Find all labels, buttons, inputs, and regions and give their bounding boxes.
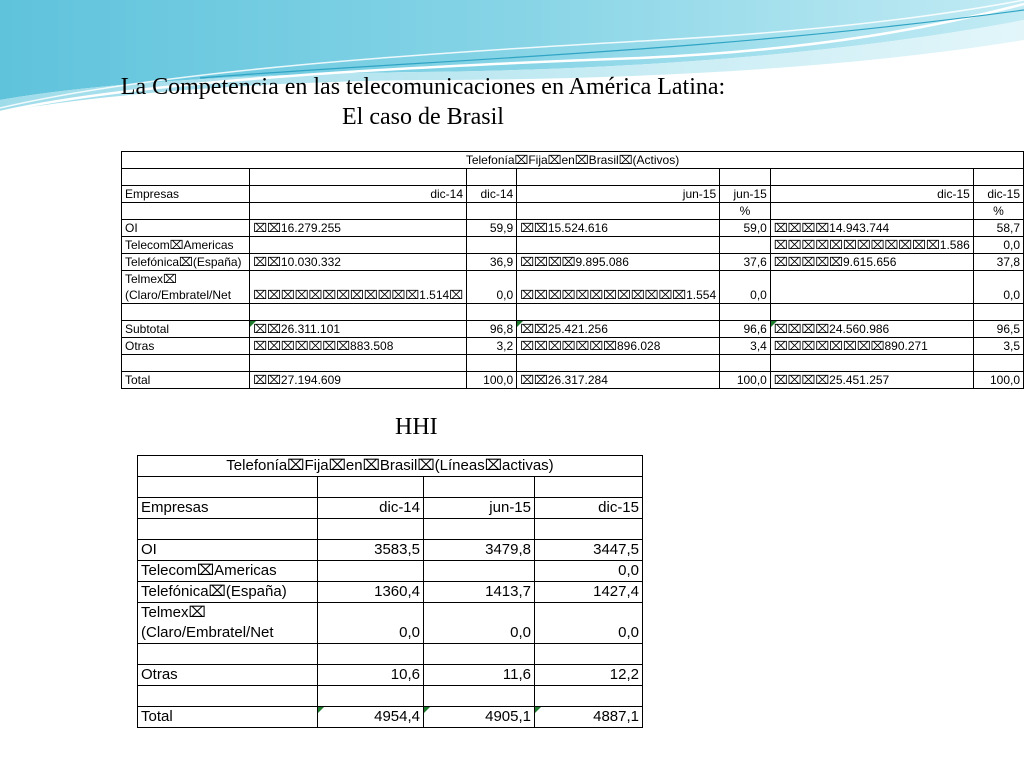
header-cell: dic-15 xyxy=(535,498,643,519)
table-row xyxy=(138,582,643,603)
pct-cell xyxy=(720,237,771,254)
value-cell: ⌧⌧⌧⌧⌧⌧⌧⌧890.271 xyxy=(770,338,973,355)
pct-cell: 59,0 xyxy=(720,220,771,237)
header-cell: dic-14 xyxy=(467,186,517,203)
company-cell: Total xyxy=(122,372,250,389)
table-caption: Telefonía⌧Fija⌧en⌧Brasil⌧(Líneas⌧activas) xyxy=(138,456,643,477)
value-cell: ⌧⌧25.421.256 xyxy=(517,321,720,338)
hhi-cell xyxy=(318,561,424,582)
value-cell: ⌧⌧⌧⌧⌧⌧⌧⌧⌧⌧⌧⌧1.514⌧ xyxy=(250,271,467,304)
table-row xyxy=(122,372,1024,389)
header-cell: Empresas xyxy=(122,186,250,203)
pct-label: % xyxy=(973,203,1023,220)
hhi-cell: 0,0 xyxy=(535,561,643,582)
value-cell xyxy=(250,237,467,254)
pct-cell: 37,8 xyxy=(973,254,1023,271)
table-row xyxy=(138,707,643,728)
hhi-cell: 0,0 xyxy=(424,603,535,644)
value-cell: ⌧⌧27.194.609 xyxy=(250,372,467,389)
value-cell: ⌧⌧⌧⌧14.943.744 xyxy=(770,220,973,237)
hhi-cell: 3447,5 xyxy=(535,540,643,561)
hhi-cell: 3583,5 xyxy=(318,540,424,561)
hhi-heading: HHI xyxy=(395,414,438,440)
hhi-cell xyxy=(424,561,535,582)
table-row xyxy=(122,338,1024,355)
pct-cell: 59,9 xyxy=(467,220,517,237)
blank-row xyxy=(138,477,643,498)
blank-row xyxy=(122,355,1024,372)
pct-row xyxy=(122,203,1024,220)
pct-cell: 36,9 xyxy=(467,254,517,271)
company-cell: OI xyxy=(138,540,318,561)
table-row xyxy=(138,540,643,561)
value-cell xyxy=(770,271,973,304)
value-cell: ⌧⌧⌧⌧25.451.257 xyxy=(770,372,973,389)
table-row xyxy=(138,603,643,644)
value-cell: ⌧⌧15.524.616 xyxy=(517,220,720,237)
slide-title-line2: El caso de Brasil xyxy=(342,104,504,130)
pct-cell: 3,4 xyxy=(720,338,771,355)
value-cell: ⌧⌧⌧⌧⌧⌧⌧883.508 xyxy=(250,338,467,355)
company-cell: Otras xyxy=(138,665,318,686)
pct-cell: 0,0 xyxy=(973,237,1023,254)
blank-row xyxy=(138,686,643,707)
company-cell: Telefónica⌧(España) xyxy=(138,582,318,603)
hhi-cell: 1360,4 xyxy=(318,582,424,603)
blank-row xyxy=(138,519,643,540)
table-row xyxy=(122,220,1024,237)
value-cell: ⌧⌧⌧⌧⌧⌧⌧896.028 xyxy=(517,338,720,355)
value-cell: ⌧⌧⌧⌧⌧⌧⌧⌧⌧⌧⌧⌧1.586 xyxy=(770,237,973,254)
hhi-cell: 1427,4 xyxy=(535,582,643,603)
table-row xyxy=(138,561,643,582)
pct-cell: 37,6 xyxy=(720,254,771,271)
slide-title-line1: La Competencia en las telecomunicaciones en América Latina: xyxy=(120,74,726,100)
hhi-cell: 4887,1 xyxy=(535,707,643,728)
pct-cell: 100,0 xyxy=(467,372,517,389)
pct-cell: 3,5 xyxy=(973,338,1023,355)
table-row xyxy=(122,321,1024,338)
value-cell: ⌧⌧⌧⌧24.560.986 xyxy=(770,321,973,338)
company-cell: Subtotal xyxy=(122,321,250,338)
table-row xyxy=(122,271,1024,304)
value-cell: ⌧⌧⌧⌧9.895.086 xyxy=(517,254,720,271)
company-cell: OI xyxy=(122,220,250,237)
pct-label: % xyxy=(720,203,771,220)
blank-row xyxy=(122,304,1024,321)
hhi-cell: 4954,4 xyxy=(318,707,424,728)
pct-cell: 96,6 xyxy=(720,321,771,338)
company-cell: Otras xyxy=(122,338,250,355)
company-cell: Telecom⌧Americas xyxy=(138,561,318,582)
pct-cell: 100,0 xyxy=(973,372,1023,389)
header-cell: Empresas xyxy=(138,498,318,519)
company-cell: Telefónica⌧(España) xyxy=(122,254,250,271)
header-row xyxy=(122,186,1024,203)
hhi-cell: 0,0 xyxy=(535,603,643,644)
value-cell: ⌧⌧⌧⌧⌧⌧⌧⌧⌧⌧⌧⌧1.554 xyxy=(517,271,720,304)
hhi-cell: 10,6 xyxy=(318,665,424,686)
table-active-lines xyxy=(121,151,1024,389)
pct-cell: 96,5 xyxy=(973,321,1023,338)
hhi-cell: 3479,8 xyxy=(424,540,535,561)
company-cell: Telmex⌧ (Claro/Embratel/Net xyxy=(138,603,318,644)
value-cell: ⌧⌧16.279.255 xyxy=(250,220,467,237)
table-row xyxy=(138,665,643,686)
value-cell: ⌧⌧26.317.284 xyxy=(517,372,720,389)
pct-cell: 100,0 xyxy=(720,372,771,389)
header-cell: dic-14 xyxy=(318,498,424,519)
value-cell: ⌧⌧26.311.101 xyxy=(250,321,467,338)
pct-cell: 0,0 xyxy=(467,271,517,304)
header-cell: dic-15 xyxy=(770,186,973,203)
header-cell: jun-15 xyxy=(720,186,771,203)
company-cell: Telmex⌧ (Claro/Embratel/Net xyxy=(122,271,250,304)
hhi-cell: 1413,7 xyxy=(424,582,535,603)
pct-cell: 96,8 xyxy=(467,321,517,338)
hhi-cell: 11,6 xyxy=(424,665,535,686)
blank-row xyxy=(138,644,643,665)
table-row xyxy=(122,237,1024,254)
value-cell xyxy=(517,237,720,254)
company-cell: Total xyxy=(138,707,318,728)
pct-cell: 58,7 xyxy=(973,220,1023,237)
table-hhi xyxy=(137,455,643,728)
pct-cell: 0,0 xyxy=(720,271,771,304)
table-caption: Telefonía⌧Fija⌧en⌧Brasil⌧(Activos) xyxy=(122,152,1024,169)
header-row xyxy=(138,498,643,519)
hhi-cell: 0,0 xyxy=(318,603,424,644)
blank-row xyxy=(122,169,1024,186)
header-cell: dic-14 xyxy=(250,186,467,203)
header-cell: dic-15 xyxy=(973,186,1023,203)
header-cell: jun-15 xyxy=(517,186,720,203)
hhi-cell: 4905,1 xyxy=(424,707,535,728)
pct-cell xyxy=(467,237,517,254)
hhi-cell: 12,2 xyxy=(535,665,643,686)
pct-cell: 0,0 xyxy=(973,271,1023,304)
header-cell: jun-15 xyxy=(424,498,535,519)
value-cell: ⌧⌧10.030.332 xyxy=(250,254,467,271)
value-cell: ⌧⌧⌧⌧⌧9.615.656 xyxy=(770,254,973,271)
table-row xyxy=(122,254,1024,271)
pct-cell: 3,2 xyxy=(467,338,517,355)
company-cell: Telecom⌧Americas xyxy=(122,237,250,254)
